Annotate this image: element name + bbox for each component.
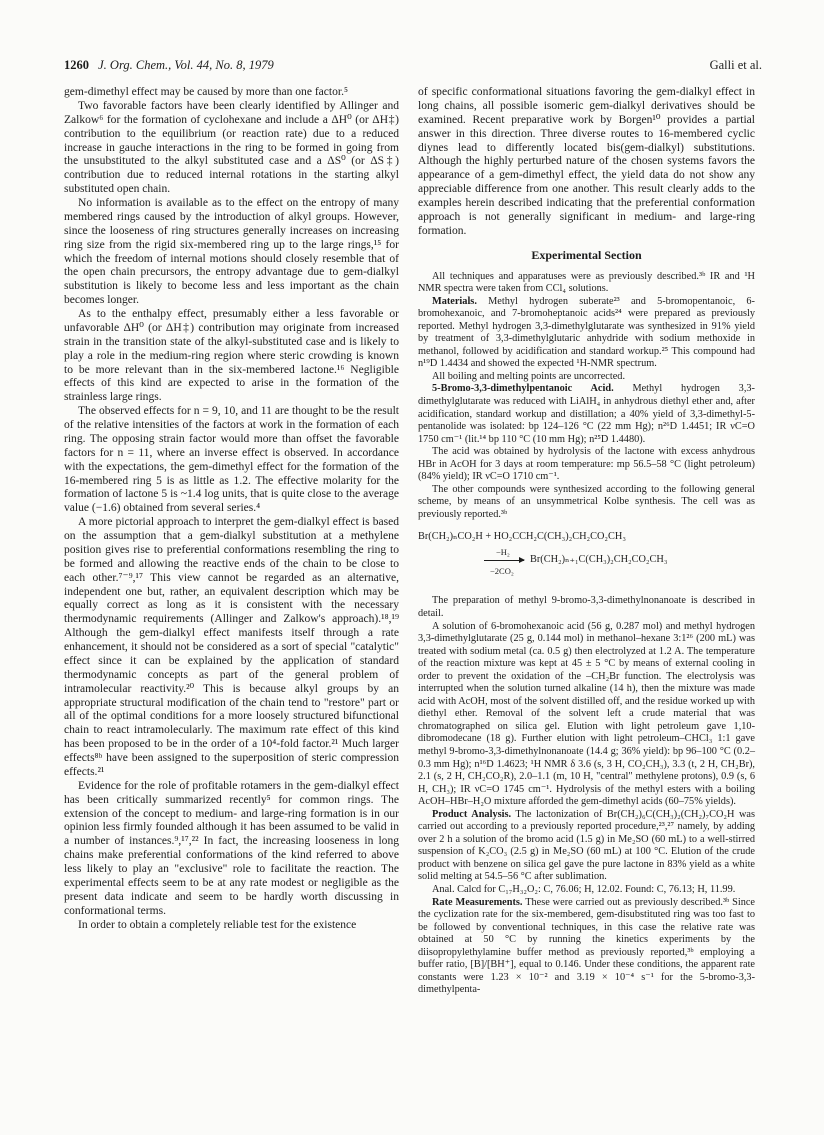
paragraph-text: The lactonization of Br(CH₂)₆C(CH₃)₂(CH₂)₇CO₂H was carried out according to a previously reported procedure,²³,²⁷ namely, by adding over 2 h a solution of the bromo acid (1.5 g) in Me₂SO (60 mL) to a well-stirred suspension of K₂CO₃ (2.5 g) in Me₂SO (60 mL) at 100 °C. Elution of the crude product with benzene on silica gel gave the pure lactone in 83% yield as a white solid melting at 54.5–56 °C after sublimation. (418, 808, 755, 883)
paragraph: A more pictorial approach to interpret the gem-dialkyl effect is based on the assumption that a gem-dialkyl substitution at a methylene position gives rise to preferential conformations resembling the ring to be formed and allowing the reactive ends of the chain to be close to each other.⁷⁻⁹,¹⁷ This view cannot be regarded as an alternative, independent one but, rather, an equivalent description which may be equally correct as long as it is consistent with the necessary thermodynamic requirements (Allinger and Zalkow's approach).¹⁸,¹⁹ Although the gem-dialkyl effect manifests itself through a rate enhancement, it should not be considered as a sort of special "catalytic" effect since it can be explained by the application of standard thermodynamic concepts as part of the general problem of intramolecular reactivity.²⁰ This is because alkyl groups by an appropriate structural modification of the chain tend to "restore" part or all of the optimal conditions for a more loosely structured bifunctional chain to react intramolecularly. The maximum rate effect of this kind has been proposed to be in the order of a 10⁴-fold factor.²¹ Much larger effects⁸ᵇ have been assigned to the superposition of steric compression effects.²¹ (64, 516, 399, 778)
paragraph: No information is available as to the effect on the entropy of many membered rings caused by the introduction of alkyl groups. However, since the looseness of ring structures generally increases on increasing ring size from the rigid six-membered ring up to the large rings,¹⁵ for which the freedom of internal motions should closely resemble that of the open chain precursors, the entropy advantage due to gem-dialkyl substitution is likely to become less and less important as the chain becomes longer. (64, 197, 399, 307)
scheme-condition-top: −H₂ (496, 547, 510, 558)
paragraph: As to the enthalpy effect, presumably either a less favorable or unfavorable ΔH⁰ (or ΔH‡) contribution may originate from increased strain in the transition state of the alkyl-substituted case and is likely to play a role in the medium-ring region where steric crowding is known to be more relevant than in the six-membered lactone.¹⁶ Negligible effects of this kind are expected to arise in the formation of the strainless large rings. (64, 308, 399, 404)
paragraph-text: These were carried out as previously described.³ᵇ Since the cyclization rate for the six-membered, gem-disubstituted ring was too fast to be followed by conventional techniques, in this case the relative rate was obtained at 50 °C by running the kinetics experiments by the diisopropylethylamine buffer method as previously reported,³ᵇ employing a buffer ratio, [B]/[BH⁺], equal to 0.146. Under these conditions, the apparent rate constants were 1.23 × 10⁻² and 3.19 × 10⁻⁴ s⁻¹ for the 5-bromo-3,3-dimethylpenta- (418, 896, 756, 996)
paragraph (418, 296, 755, 371)
experimental-block (418, 271, 755, 522)
paragraph: All boiling and melting points are uncorrected. (432, 370, 626, 382)
paragraph (418, 383, 755, 446)
paragraph: The other compounds were synthesized according to the following general scheme, by means of an unsymmetrical Kolbe synthesis. The cell was as previously reported.³ᵇ (418, 483, 755, 520)
paragraph: The observed effects for n = 9, 10, and 11 are thought to be the result of the relative intensities of the factors at work in the formation of each ring. The opposing strain factor would more than offset the favorable factors for n = 11, where an inverse effect is observed. In accordance with the expectations, the gem-dimethyl effect for the formation of the 16-membered ring 5 is as little as 1.2. The effective molarity for the formation of lactone 5 is ~1.4 log units, that is quite close to the average value (−1.6) obtained from several series.⁴ (64, 405, 399, 515)
paragraph: of specific conformational situations favoring the gem-dialkyl effect in long chains, all possible isomeric gem-dialkyl derivatives should be examined. Recent preparative work by Borgen¹⁰ provides a partial answer in this direction. Three diverse routes to 16-membered cyclic diynes lead to differently located bis(gem-dialkyl) substitutions. Although the highly perturbed nature of the chosen systems favors the appearance of a gem-dimethyl effect, the yield data do not show any appreciable difference from one another. This result clearly adds to the examples herein described indicating that the preferential conformation approach is not generally significant in medium- and large-ring formation. (418, 86, 755, 237)
paragraph: Two favorable factors have been clearly identified by Allinger and Zalkow⁶ for the formation of cyclohexane and include a ΔH⁰ (or ΔH‡) contribution to the equilibrium (or reaction rate) due to a reduced increase in gauche interactions in the ring to be formed in going from the unsubstituted to the alkyl substituted case and a ΔS⁰ (or ΔS‡) contribution due to reduced internal rotations in the starting alkyl substituted open chain. (64, 99, 399, 196)
section-heading: Experimental Section (531, 247, 642, 262)
run-in-heading: Product Analysis. (432, 808, 512, 820)
scheme-reactants: Br(CH₂)ₙCO₂H + HO₂CCH₂C(CH₃)₂CH₂CO₂CH₃ (418, 531, 626, 543)
scheme-product: Br(CH₂)ₙ₊₁C(CH₃)₂CH₂CO₂CH₃ (530, 554, 668, 566)
experimental-block-2 (418, 595, 755, 997)
header-authors: Galli et al. (709, 58, 762, 72)
run-in-heading: Rate Measurements. (432, 896, 523, 908)
scheme-condition-bottom: −2CO₂ (490, 566, 514, 577)
right-column (418, 86, 755, 997)
paragraph: Anal. Calcd for C₁₇H₃₂O₂: C, 76.06; H, 12.02. Found: C, 76.13; H, 11.99. (432, 884, 736, 896)
page-number: 1260 (64, 58, 89, 72)
paragraph: All techniques and apparatuses were as previously described.³ᵇ IR and ¹H NMR spectra were taken from CCl₄ solutions. (418, 270, 755, 295)
reaction-arrow-icon (484, 560, 524, 561)
paragraph: A solution of 6-bromohexanoic acid (56 g, 0.287 mol) and methyl hydrogen 3,3-dimethylglutarate (25 g, 0.144 mol) in methanol–hexane 3:1²⁶ (200 mL) was treated with sodium metal (ca. 0.5 g) then electrolyzed at 1.2 A. The temperature of the reaction mixture was kept at 45 ± 5 °C by means of external cooling in order to prevent the oxidation of the –CH₂Br function. The electrolysis was interrupted when the solution turned alkaline (14 h), then the mixture was made acid with AcOH, most of the solvent distilled off, and the residue worked up with diethyl ether. Removal of the solvent left a crude material that was chromatographed on silica gel. Elution with light petroleum gave 1,10-dibromodecane (18 g). Further elution with light petroleum–CHCl₃ 1:1 gave methyl 9-bromo-3,3-dimethylnonanoate (14.4 g; 36% yield): bp 96–100 °C (0.2–0.3 mm Hg); n¹⁶D 1.4623; ¹H NMR δ 3.6 (s, 3 H, CO₂CH₃), 3.3 (t, 2 H, CH₂Br), 2.1 (s, 2 H, CH₂CO₂R), 2.0–1.1 (m, 10 H, "central" methylene protons), 0.9 (s, 6 H, CH₃); IR νC=O 1745 cm⁻¹. Hydrolysis of the methyl esters with a boiling AcOH–HBr–H₂O mixture afforded the gem-dimethyl acids (60–75% yields). (418, 620, 755, 808)
paragraph: gem-dimethyl effect may be caused by more than one factor.⁵ (64, 86, 349, 98)
journal-citation: J. Org. Chem., Vol. 44, No. 8, 1979 (98, 58, 274, 72)
run-in-heading: Materials. (432, 295, 477, 307)
paragraph: The preparation of methyl 9-bromo-3,3-dimethylnonanoate is described in detail. (418, 595, 755, 619)
paragraph (418, 809, 755, 884)
left-column (64, 86, 399, 932)
paragraph: The acid was obtained by hydrolysis of the lactone with excess anhydrous HBr in AcOH for 3 days at room temperature: mp 56.5–58 °C (light petroleum) (84% yield); IR νC=O 1710 cm⁻¹. (418, 446, 755, 483)
paragraph: In order to obtain a completely reliable test for the existence (78, 918, 357, 931)
paragraph: Evidence for the role of profitable rotamers in the gem-dialkyl effect has been critically summarized recently⁵ for common rings. The extension of the concept to medium- and large-ring formation is in our opinion less firmly founded although it has been assumed to be valid in a number of instances.⁹,¹⁷,²² In fact, the increasing looseness in long chains make preferential conformations of the kind referred to above less likely to play an "exclusive" role to facilitate the reaction. The experimental effects seem to be at any rate modest or negligible as the present data indicate and seem to be hardly worth discussing in conformational terms. (64, 779, 399, 917)
run-in-heading: 5-Bromo-3,3-dimethylpentanoic Acid. (432, 383, 614, 395)
paragraph-text: Methyl hydrogen suberate²³ and 5-bromopentanoic, 6-bromohexanoic, and 7-bromoheptanoic acids²⁴ were prepared as previously reported. Methyl hydrogen 3,3-dimethylglutarate was synthesized in 91% yield by treatment of 3,3-dimethylglutaric anhydride with sodium methoxide in methanol, followed by acidification and standard workup.²⁵ This compound had n¹⁹D 1.4434 and showed the expected ¹H-NMR spectrum. (418, 295, 755, 370)
header-left (64, 58, 274, 73)
reaction-scheme (418, 531, 755, 583)
paragraph (418, 897, 755, 997)
running-header (64, 58, 762, 76)
paragraph-text: Methyl hydrogen 3,3-dimethylglutarate was reduced with LiAlH₄ in anhydrous diethyl ether and, after acidification, standard workup and distillation; a 40% yield of 3,3-dimethyl-5-pentanolide was isolated: bp 124–126 °C (22 mm Hg); n²⁶D 1.4451; IR νC=O 1750 cm⁻¹ (lit.¹⁴ bp 110 °C (10 mm Hg); n²⁵D 1.4480). (418, 383, 755, 445)
